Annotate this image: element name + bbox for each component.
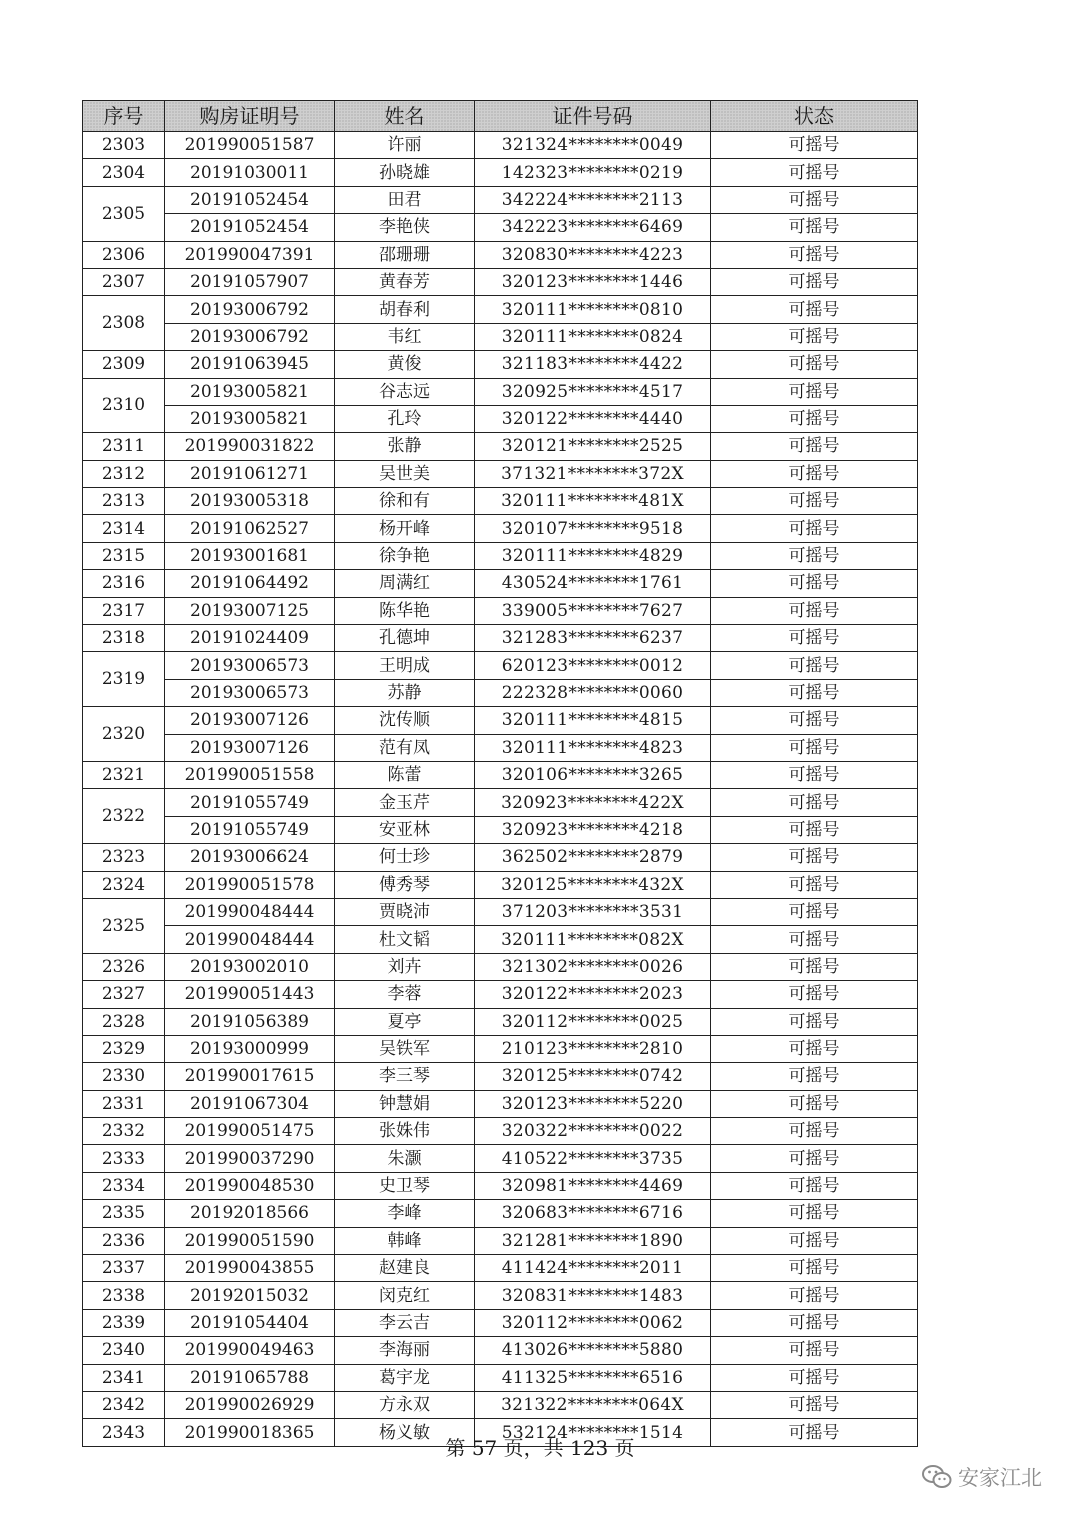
- name-cell: 李艳侠: [335, 214, 475, 241]
- seq-cell: 2306: [83, 241, 165, 268]
- name-cell: 吴铁军: [335, 1035, 475, 1062]
- status-cell: 可摇号: [711, 981, 918, 1008]
- status-cell: 可摇号: [711, 323, 918, 350]
- id-number-cell: 411424********2011: [475, 1255, 711, 1282]
- name-cell: 葛宇龙: [335, 1364, 475, 1391]
- table-row: [83, 652, 918, 679]
- status-cell: 可摇号: [711, 1200, 918, 1227]
- status-cell: 可摇号: [711, 1391, 918, 1418]
- certificate-no-cell: 20191055749: [165, 789, 335, 816]
- name-cell: 刘卉: [335, 953, 475, 980]
- certificate-no-cell: 20191065788: [165, 1364, 335, 1391]
- table-row: [83, 625, 918, 652]
- seq-cell: 2305: [83, 186, 165, 241]
- table-row: [83, 1309, 918, 1336]
- status-cell: 可摇号: [711, 1172, 918, 1199]
- table-row: [83, 323, 918, 350]
- id-number-cell: 321322********064X: [475, 1391, 711, 1418]
- name-cell: 徐和有: [335, 488, 475, 515]
- status-cell: 可摇号: [711, 1227, 918, 1254]
- table-row: [83, 1008, 918, 1035]
- table-row: [83, 1118, 918, 1145]
- status-cell: 可摇号: [711, 1255, 918, 1282]
- applicant-table-container: [82, 100, 917, 1447]
- certificate-no-cell: 201990026929: [165, 1391, 335, 1418]
- table-row: [83, 405, 918, 432]
- wechat-icon: [922, 1464, 952, 1490]
- status-cell: 可摇号: [711, 488, 918, 515]
- name-cell: 孙晓雄: [335, 159, 475, 186]
- id-number-cell: 410522********3735: [475, 1145, 711, 1172]
- table-row: [83, 351, 918, 378]
- status-cell: 可摇号: [711, 1145, 918, 1172]
- certificate-no-cell: 20193005821: [165, 378, 335, 405]
- name-cell: 李峰: [335, 1200, 475, 1227]
- status-cell: 可摇号: [711, 625, 918, 652]
- table-row: [83, 515, 918, 542]
- table-row: [83, 844, 918, 871]
- name-cell: 徐争艳: [335, 542, 475, 569]
- header-name: 姓名: [335, 101, 475, 132]
- seq-cell: 2313: [83, 488, 165, 515]
- certificate-no-cell: 20191056389: [165, 1008, 335, 1035]
- certificate-no-cell: 201990017615: [165, 1063, 335, 1090]
- id-number-cell: 321324********0049: [475, 132, 711, 159]
- table-row: [83, 186, 918, 213]
- name-cell: 谷志远: [335, 378, 475, 405]
- table-row: [83, 378, 918, 405]
- seq-cell: 2304: [83, 159, 165, 186]
- seq-cell: 2322: [83, 789, 165, 844]
- id-number-cell: 320111********082X: [475, 926, 711, 953]
- status-cell: 可摇号: [711, 296, 918, 323]
- name-cell: 闵克红: [335, 1282, 475, 1309]
- status-cell: 可摇号: [711, 1337, 918, 1364]
- seq-cell: 2335: [83, 1200, 165, 1227]
- certificate-no-cell: 20193006573: [165, 652, 335, 679]
- id-number-cell: 320121********2525: [475, 433, 711, 460]
- certificate-no-cell: 20193000999: [165, 1035, 335, 1062]
- applicant-table: [82, 100, 918, 1447]
- id-number-cell: 320112********0025: [475, 1008, 711, 1035]
- name-cell: 苏静: [335, 679, 475, 706]
- seq-cell: 2325: [83, 898, 165, 953]
- table-row: [83, 570, 918, 597]
- status-cell: 可摇号: [711, 460, 918, 487]
- certificate-no-cell: 201990048444: [165, 926, 335, 953]
- id-number-cell: 320831********1483: [475, 1282, 711, 1309]
- name-cell: 朱灏: [335, 1145, 475, 1172]
- header-certificate-no: 购房证明号: [165, 101, 335, 132]
- name-cell: 张静: [335, 433, 475, 460]
- id-number-cell: 320923********4218: [475, 816, 711, 843]
- status-cell: 可摇号: [711, 268, 918, 295]
- name-cell: 韦红: [335, 323, 475, 350]
- table-row: [83, 132, 918, 159]
- header-status: 状态: [711, 101, 918, 132]
- certificate-no-cell: 20191057907: [165, 268, 335, 295]
- id-number-cell: 413026********5880: [475, 1337, 711, 1364]
- name-cell: 杜文韬: [335, 926, 475, 953]
- table-row: [83, 707, 918, 734]
- status-cell: 可摇号: [711, 1419, 918, 1446]
- id-number-cell: 532124********1514: [475, 1419, 711, 1446]
- certificate-no-cell: 20193006792: [165, 296, 335, 323]
- seq-cell: 2317: [83, 597, 165, 624]
- table-row: [83, 1227, 918, 1254]
- id-number-cell: 620123********0012: [475, 652, 711, 679]
- table-row: [83, 268, 918, 295]
- seq-cell: 2310: [83, 378, 165, 433]
- seq-cell: 2332: [83, 1118, 165, 1145]
- seq-cell: 2341: [83, 1364, 165, 1391]
- id-number-cell: 320111********4829: [475, 542, 711, 569]
- table-row: [83, 1035, 918, 1062]
- seq-cell: 2327: [83, 981, 165, 1008]
- id-number-cell: 342223********6469: [475, 214, 711, 241]
- id-number-cell: 320830********4223: [475, 241, 711, 268]
- watermark: [922, 1462, 1042, 1492]
- certificate-no-cell: 20193006624: [165, 844, 335, 871]
- certificate-no-cell: 20191030011: [165, 159, 335, 186]
- id-number-cell: 320122********4440: [475, 405, 711, 432]
- status-cell: 可摇号: [711, 816, 918, 843]
- status-cell: 可摇号: [711, 761, 918, 788]
- name-cell: 周满红: [335, 570, 475, 597]
- id-number-cell: 320123********5220: [475, 1090, 711, 1117]
- seq-cell: 2340: [83, 1337, 165, 1364]
- id-number-cell: 320125********432X: [475, 871, 711, 898]
- status-cell: 可摇号: [711, 926, 918, 953]
- certificate-no-cell: 20192015032: [165, 1282, 335, 1309]
- name-cell: 邵珊珊: [335, 241, 475, 268]
- seq-cell: 2334: [83, 1172, 165, 1199]
- status-cell: 可摇号: [711, 871, 918, 898]
- certificate-no-cell: 20193005821: [165, 405, 335, 432]
- certificate-no-cell: 201990051475: [165, 1118, 335, 1145]
- status-cell: 可摇号: [711, 1309, 918, 1336]
- status-cell: 可摇号: [711, 186, 918, 213]
- header-seq: 序号: [83, 101, 165, 132]
- name-cell: 黄春芳: [335, 268, 475, 295]
- seq-cell: 2311: [83, 433, 165, 460]
- certificate-no-cell: 20193007126: [165, 734, 335, 761]
- table-row: [83, 926, 918, 953]
- certificate-no-cell: 20191061271: [165, 460, 335, 487]
- name-cell: 夏亭: [335, 1008, 475, 1035]
- table-row: [83, 460, 918, 487]
- certificate-no-cell: 201990051578: [165, 871, 335, 898]
- status-cell: 可摇号: [711, 1063, 918, 1090]
- certificate-no-cell: 201990048530: [165, 1172, 335, 1199]
- id-number-cell: 320123********1446: [475, 268, 711, 295]
- status-cell: 可摇号: [711, 1090, 918, 1117]
- status-cell: 可摇号: [711, 597, 918, 624]
- table-row: [83, 1063, 918, 1090]
- id-number-cell: 320322********0022: [475, 1118, 711, 1145]
- status-cell: 可摇号: [711, 241, 918, 268]
- id-number-cell: 320111********481X: [475, 488, 711, 515]
- seq-cell: 2307: [83, 268, 165, 295]
- status-cell: 可摇号: [711, 405, 918, 432]
- certificate-no-cell: 201990051587: [165, 132, 335, 159]
- seq-cell: 2314: [83, 515, 165, 542]
- id-number-cell: 321281********1890: [475, 1227, 711, 1254]
- certificate-no-cell: 20191054404: [165, 1309, 335, 1336]
- name-cell: 杨开峰: [335, 515, 475, 542]
- seq-cell: 2316: [83, 570, 165, 597]
- seq-cell: 2319: [83, 652, 165, 707]
- certificate-no-cell: 20193005318: [165, 488, 335, 515]
- certificate-no-cell: 20191064492: [165, 570, 335, 597]
- name-cell: 陈蕾: [335, 761, 475, 788]
- name-cell: 方永双: [335, 1391, 475, 1418]
- seq-cell: 2312: [83, 460, 165, 487]
- name-cell: 黄俊: [335, 351, 475, 378]
- seq-cell: 2318: [83, 625, 165, 652]
- table-row: [83, 214, 918, 241]
- name-cell: 钟慧娟: [335, 1090, 475, 1117]
- status-cell: 可摇号: [711, 1118, 918, 1145]
- status-cell: 可摇号: [711, 652, 918, 679]
- id-number-cell: 222328********0060: [475, 679, 711, 706]
- name-cell: 傅秀琴: [335, 871, 475, 898]
- id-number-cell: 320122********2023: [475, 981, 711, 1008]
- table-row: [83, 542, 918, 569]
- name-cell: 许丽: [335, 132, 475, 159]
- id-number-cell: 320683********6716: [475, 1200, 711, 1227]
- name-cell: 王明成: [335, 652, 475, 679]
- name-cell: 史卫琴: [335, 1172, 475, 1199]
- id-number-cell: 371203********3531: [475, 898, 711, 925]
- seq-cell: 2343: [83, 1419, 165, 1446]
- certificate-no-cell: 20191067304: [165, 1090, 335, 1117]
- status-cell: 可摇号: [711, 1035, 918, 1062]
- seq-cell: 2330: [83, 1063, 165, 1090]
- name-cell: 李蓉: [335, 981, 475, 1008]
- seq-cell: 2315: [83, 542, 165, 569]
- name-cell: 孔德坤: [335, 625, 475, 652]
- status-cell: 可摇号: [711, 734, 918, 761]
- seq-cell: 2321: [83, 761, 165, 788]
- table-row: [83, 296, 918, 323]
- table-row: [83, 1090, 918, 1117]
- certificate-no-cell: 201990047391: [165, 241, 335, 268]
- seq-cell: 2308: [83, 296, 165, 351]
- id-number-cell: 320923********422X: [475, 789, 711, 816]
- certificate-no-cell: 201990048444: [165, 898, 335, 925]
- table-row: [83, 1145, 918, 1172]
- status-cell: 可摇号: [711, 1364, 918, 1391]
- certificate-no-cell: 201990051443: [165, 981, 335, 1008]
- table-row: [83, 1200, 918, 1227]
- seq-cell: 2320: [83, 707, 165, 762]
- certificate-no-cell: 20191052454: [165, 214, 335, 241]
- certificate-no-cell: 20193002010: [165, 953, 335, 980]
- status-cell: 可摇号: [711, 214, 918, 241]
- certificate-no-cell: 201990043855: [165, 1255, 335, 1282]
- certificate-no-cell: 201990037290: [165, 1145, 335, 1172]
- name-cell: 张姝伟: [335, 1118, 475, 1145]
- certificate-no-cell: 201990051590: [165, 1227, 335, 1254]
- table-row: [83, 1255, 918, 1282]
- status-cell: 可摇号: [711, 679, 918, 706]
- name-cell: 李云吉: [335, 1309, 475, 1336]
- status-cell: 可摇号: [711, 1008, 918, 1035]
- id-number-cell: 339005********7627: [475, 597, 711, 624]
- name-cell: 田君: [335, 186, 475, 213]
- name-cell: 贾晓沛: [335, 898, 475, 925]
- name-cell: 李三琴: [335, 1063, 475, 1090]
- watermark-text: 安家江北: [958, 1466, 1042, 1490]
- certificate-no-cell: 201990051558: [165, 761, 335, 788]
- certificate-no-cell: 20191024409: [165, 625, 335, 652]
- id-number-cell: 321183********4422: [475, 351, 711, 378]
- status-cell: 可摇号: [711, 789, 918, 816]
- table-row: [83, 488, 918, 515]
- certificate-no-cell: 20193007125: [165, 597, 335, 624]
- seq-cell: 2303: [83, 132, 165, 159]
- table-row: [83, 597, 918, 624]
- id-number-cell: 320981********4469: [475, 1172, 711, 1199]
- id-number-cell: 371321********372X: [475, 460, 711, 487]
- seq-cell: 2337: [83, 1255, 165, 1282]
- seq-cell: 2331: [83, 1090, 165, 1117]
- status-cell: 可摇号: [711, 898, 918, 925]
- id-number-cell: 320112********0062: [475, 1309, 711, 1336]
- id-number-cell: 320111********0824: [475, 323, 711, 350]
- status-cell: 可摇号: [711, 515, 918, 542]
- page-number: 第 57 页，共 123 页: [445, 1436, 635, 1460]
- table-row: [83, 789, 918, 816]
- name-cell: 韩峰: [335, 1227, 475, 1254]
- certificate-no-cell: 20193007126: [165, 707, 335, 734]
- seq-cell: 2326: [83, 953, 165, 980]
- certificate-no-cell: 201990031822: [165, 433, 335, 460]
- table-row: [83, 1282, 918, 1309]
- table-row: [83, 816, 918, 843]
- id-number-cell: 320925********4517: [475, 378, 711, 405]
- seq-cell: 2338: [83, 1282, 165, 1309]
- table-row: [83, 1364, 918, 1391]
- certificate-no-cell: 20193006573: [165, 679, 335, 706]
- name-cell: 李海丽: [335, 1337, 475, 1364]
- table-body: [83, 132, 918, 1447]
- name-cell: 杨义敏: [335, 1419, 475, 1446]
- id-number-cell: 210123********2810: [475, 1035, 711, 1062]
- id-number-cell: 320107********9518: [475, 515, 711, 542]
- status-cell: 可摇号: [711, 707, 918, 734]
- seq-cell: 2333: [83, 1145, 165, 1172]
- id-number-cell: 320111********4815: [475, 707, 711, 734]
- seq-cell: 2329: [83, 1035, 165, 1062]
- table-row: [83, 953, 918, 980]
- table-row: [83, 241, 918, 268]
- certificate-no-cell: 20193001681: [165, 542, 335, 569]
- certificate-no-cell: 20191063945: [165, 351, 335, 378]
- status-cell: 可摇号: [711, 570, 918, 597]
- status-cell: 可摇号: [711, 953, 918, 980]
- seq-cell: 2323: [83, 844, 165, 871]
- table-row: [83, 433, 918, 460]
- status-cell: 可摇号: [711, 351, 918, 378]
- table-row: [83, 1337, 918, 1364]
- table-row: [83, 871, 918, 898]
- table-row: [83, 1172, 918, 1199]
- name-cell: 陈华艳: [335, 597, 475, 624]
- table-row: [83, 159, 918, 186]
- certificate-no-cell: 20191062527: [165, 515, 335, 542]
- status-cell: 可摇号: [711, 378, 918, 405]
- name-cell: 金玉芹: [335, 789, 475, 816]
- id-number-cell: 362502********2879: [475, 844, 711, 871]
- table-row: [83, 898, 918, 925]
- id-number-cell: 142323********0219: [475, 159, 711, 186]
- status-cell: 可摇号: [711, 844, 918, 871]
- seq-cell: 2336: [83, 1227, 165, 1254]
- name-cell: 安亚林: [335, 816, 475, 843]
- id-number-cell: 321283********6237: [475, 625, 711, 652]
- name-cell: 何士珍: [335, 844, 475, 871]
- status-cell: 可摇号: [711, 1282, 918, 1309]
- id-number-cell: 320111********0810: [475, 296, 711, 323]
- certificate-no-cell: 20191052454: [165, 186, 335, 213]
- name-cell: 沈传顺: [335, 707, 475, 734]
- certificate-no-cell: 201990049463: [165, 1337, 335, 1364]
- seq-cell: 2339: [83, 1309, 165, 1336]
- certificate-no-cell: 201990018365: [165, 1419, 335, 1446]
- name-cell: 胡春利: [335, 296, 475, 323]
- certificate-no-cell: 20193006792: [165, 323, 335, 350]
- table-row: [83, 1391, 918, 1418]
- id-number-cell: 320111********4823: [475, 734, 711, 761]
- status-cell: 可摇号: [711, 433, 918, 460]
- certificate-no-cell: 20192018566: [165, 1200, 335, 1227]
- id-number-cell: 342224********2113: [475, 186, 711, 213]
- name-cell: 吴世美: [335, 460, 475, 487]
- table-header-row: [83, 101, 918, 132]
- id-number-cell: 320125********0742: [475, 1063, 711, 1090]
- id-number-cell: 411325********6516: [475, 1364, 711, 1391]
- status-cell: 可摇号: [711, 132, 918, 159]
- seq-cell: 2328: [83, 1008, 165, 1035]
- name-cell: 孔玲: [335, 405, 475, 432]
- table-row: [83, 761, 918, 788]
- table-row: [83, 734, 918, 761]
- id-number-cell: 320106********3265: [475, 761, 711, 788]
- status-cell: 可摇号: [711, 542, 918, 569]
- name-cell: 范有凤: [335, 734, 475, 761]
- table-row: [83, 981, 918, 1008]
- seq-cell: 2309: [83, 351, 165, 378]
- seq-cell: 2342: [83, 1391, 165, 1418]
- id-number-cell: 430524********1761: [475, 570, 711, 597]
- id-number-cell: 321302********0026: [475, 953, 711, 980]
- seq-cell: 2324: [83, 871, 165, 898]
- status-cell: 可摇号: [711, 159, 918, 186]
- name-cell: 赵建良: [335, 1255, 475, 1282]
- header-id-number: 证件号码: [475, 101, 711, 132]
- certificate-no-cell: 20191055749: [165, 816, 335, 843]
- table-row: [83, 679, 918, 706]
